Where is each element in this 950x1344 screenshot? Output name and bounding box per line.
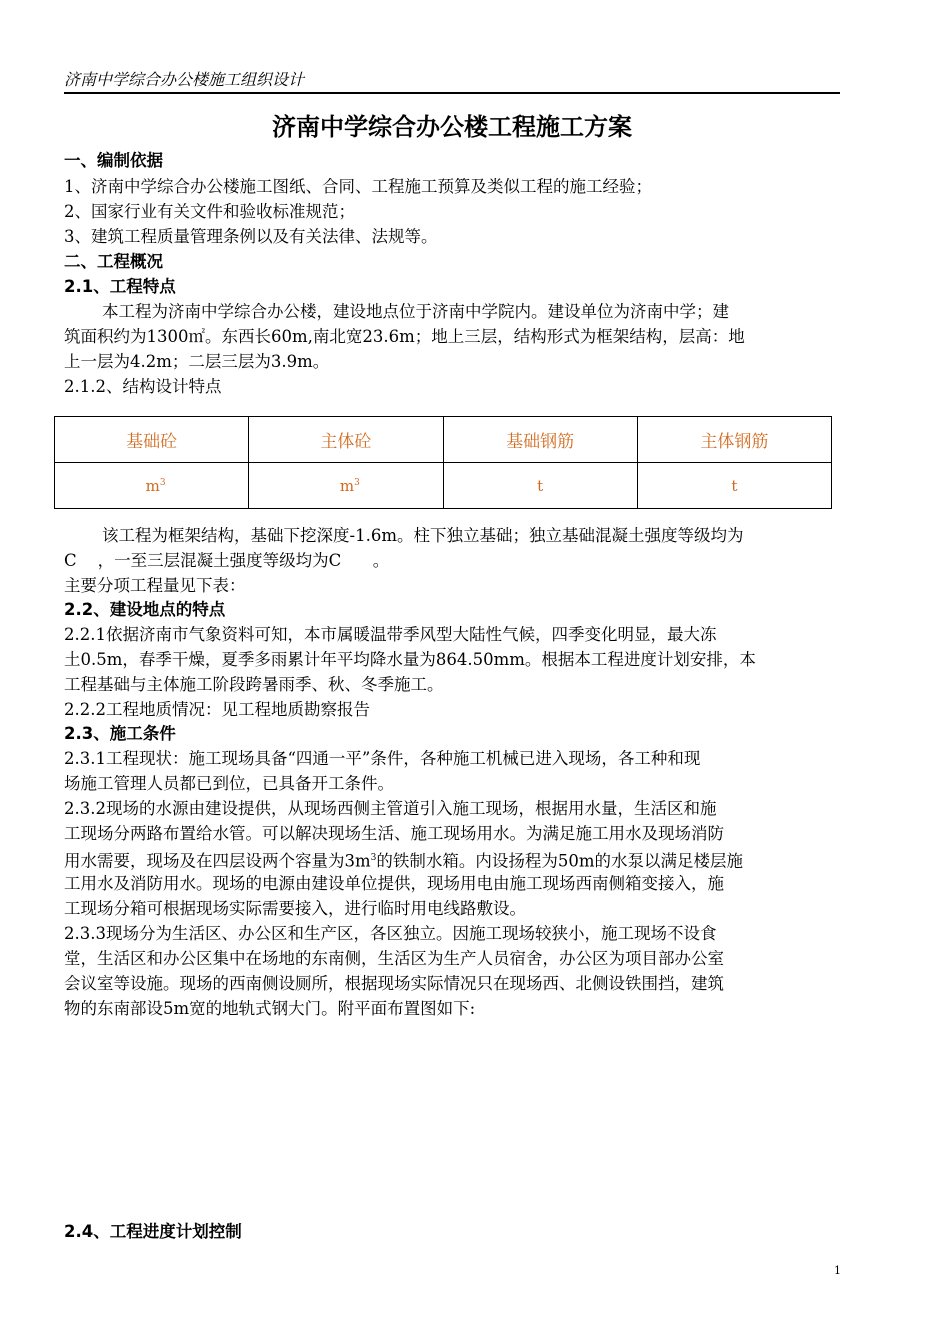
- running-header: [64, 70, 840, 94]
- paragraph-line: 物的东南部设5m宽的地轨式钢大门。附平面布置图如下:: [64, 999, 476, 1018]
- list-item: 1、济南中学综合办公楼施工图纸、合同、工程施工预算及类似工程的施工经验；: [64, 177, 652, 196]
- paragraph-line: 2.3.3现场分为生活区、办公区和生产区，各区独立。因施工现场较狭小，施工现场不设食: [64, 924, 717, 943]
- paragraph-line: 2.3.1工程现状：施工现场具备“四通一平”条件，各种施工机械已进入现场，各工种和现: [64, 749, 701, 768]
- list-item: 3、建筑工程质量管理条例以及有关法律、法规等。: [64, 227, 438, 246]
- table-header-cell: 主体钢筋: [637, 417, 831, 463]
- list-item: 2、国家行业有关文件和验收标准规范；: [64, 202, 355, 221]
- paragraph-line: 工用水及消防用水。现场的电源由建设单位提供，现场用电由施工现场西南侧箱变接入，施: [64, 874, 724, 893]
- subsection-heading: 2.1.2、结构设计特点: [64, 377, 222, 396]
- quantity-table: [54, 416, 832, 509]
- paragraph-line: 会议室等设施。现场的西南侧设厕所，根据现场实际情况只在现场西、北侧设铁围挡，建筑: [64, 974, 724, 993]
- running-header-title: 济南中学综合办公楼施工组织设计: [64, 70, 305, 89]
- table-header-row: [55, 417, 832, 463]
- paragraph-line: 2.2.2工程地质情况：见工程地质勘察报告: [64, 700, 370, 719]
- table-header-cell: 主体砼: [249, 417, 443, 463]
- paragraph-line: 堂，生活区和办公区集中在场地的东南侧，生活区为生产人员宿舍，办公区为项目部办公室: [64, 949, 724, 968]
- paragraph-line: 主要分项工程量见下表：: [64, 576, 246, 595]
- paragraph-line: 2.3.2现场的水源由建设提供，从现场西侧主管道引入施工现场，根据用水量，生活区和施: [64, 799, 717, 818]
- table-cell: [55, 463, 249, 509]
- unit-label: $m^3$: [339, 476, 360, 495]
- document-title: 济南中学综合办公楼工程施工方案: [272, 113, 632, 141]
- table-cell: [249, 463, 443, 509]
- paragraph-line: C ，一至三层混凝土强度等级均为C 。: [64, 551, 390, 570]
- paragraph-line: 场施工管理人员都已到位，已具备开工条件。: [64, 774, 394, 793]
- paragraph-line: 工现场分两路布置给水管。可以解决现场生活、施工现场用水。为满足施工用水及现场消防: [64, 824, 724, 843]
- paragraph-line: 该工程为框架结构，基础下挖深度-1.6m。柱下独立基础；独立基础混凝土强度等级均为: [102, 526, 744, 545]
- subsection-heading: 2.2、建设地点的特点: [64, 600, 226, 619]
- paragraph-line: 土0.5m，春季干燥，夏季多雨累计年平均降水量为864.50mm。根据本工程进度计划安排，本: [64, 650, 756, 669]
- paragraph-line: 2.2.1依据济南市气象资料可知，本市属暖温带季风型大陆性气候，四季变化明显，最大冻: [64, 625, 717, 644]
- section-heading: 一、编制依据: [64, 151, 163, 170]
- subsection-heading: 2.3、施工条件: [64, 724, 176, 743]
- page-number: 1: [834, 1264, 841, 1277]
- table-cell: [443, 463, 637, 509]
- subsection-heading: 2.1、工程特点: [64, 277, 176, 296]
- paragraph-line: 用水需要，现场及在四层设两个容量为$3m^3$的铁制水箱。内设扬程为50m的水泵以满足楼层施: [64, 851, 744, 871]
- paragraph-line: 上一层为4.2m；二层三层为3.9m。: [64, 352, 330, 371]
- paragraph-line: 工现场分箱可根据现场实际需要接入，进行临时用电线路敷设。: [64, 899, 526, 918]
- paragraph-line: 工程基础与主体施工阶段跨暑雨季、秋、冬季施工。: [64, 675, 444, 694]
- table-cell: [637, 463, 831, 509]
- table-header-cell: 基础钢筋: [443, 417, 637, 463]
- unit-label: t: [537, 476, 544, 495]
- unit-label: t: [731, 476, 738, 495]
- table-header-cell: 基础砼: [55, 417, 249, 463]
- unit-label: $m^3$: [145, 476, 166, 495]
- paragraph-line: 筑面积约为1300㎡。东西长60m,南北宽23.6m；地上三层，结构形式为框架结构，层高：地: [64, 327, 745, 346]
- table-row: [55, 463, 832, 509]
- paragraph-line: 本工程为济南中学综合办公楼，建设地点位于济南中学院内。建设单位为济南中学；建: [102, 302, 729, 321]
- subsection-heading: 2.4、工程进度计划控制: [64, 1222, 242, 1241]
- section-heading: 二、工程概况: [64, 252, 163, 271]
